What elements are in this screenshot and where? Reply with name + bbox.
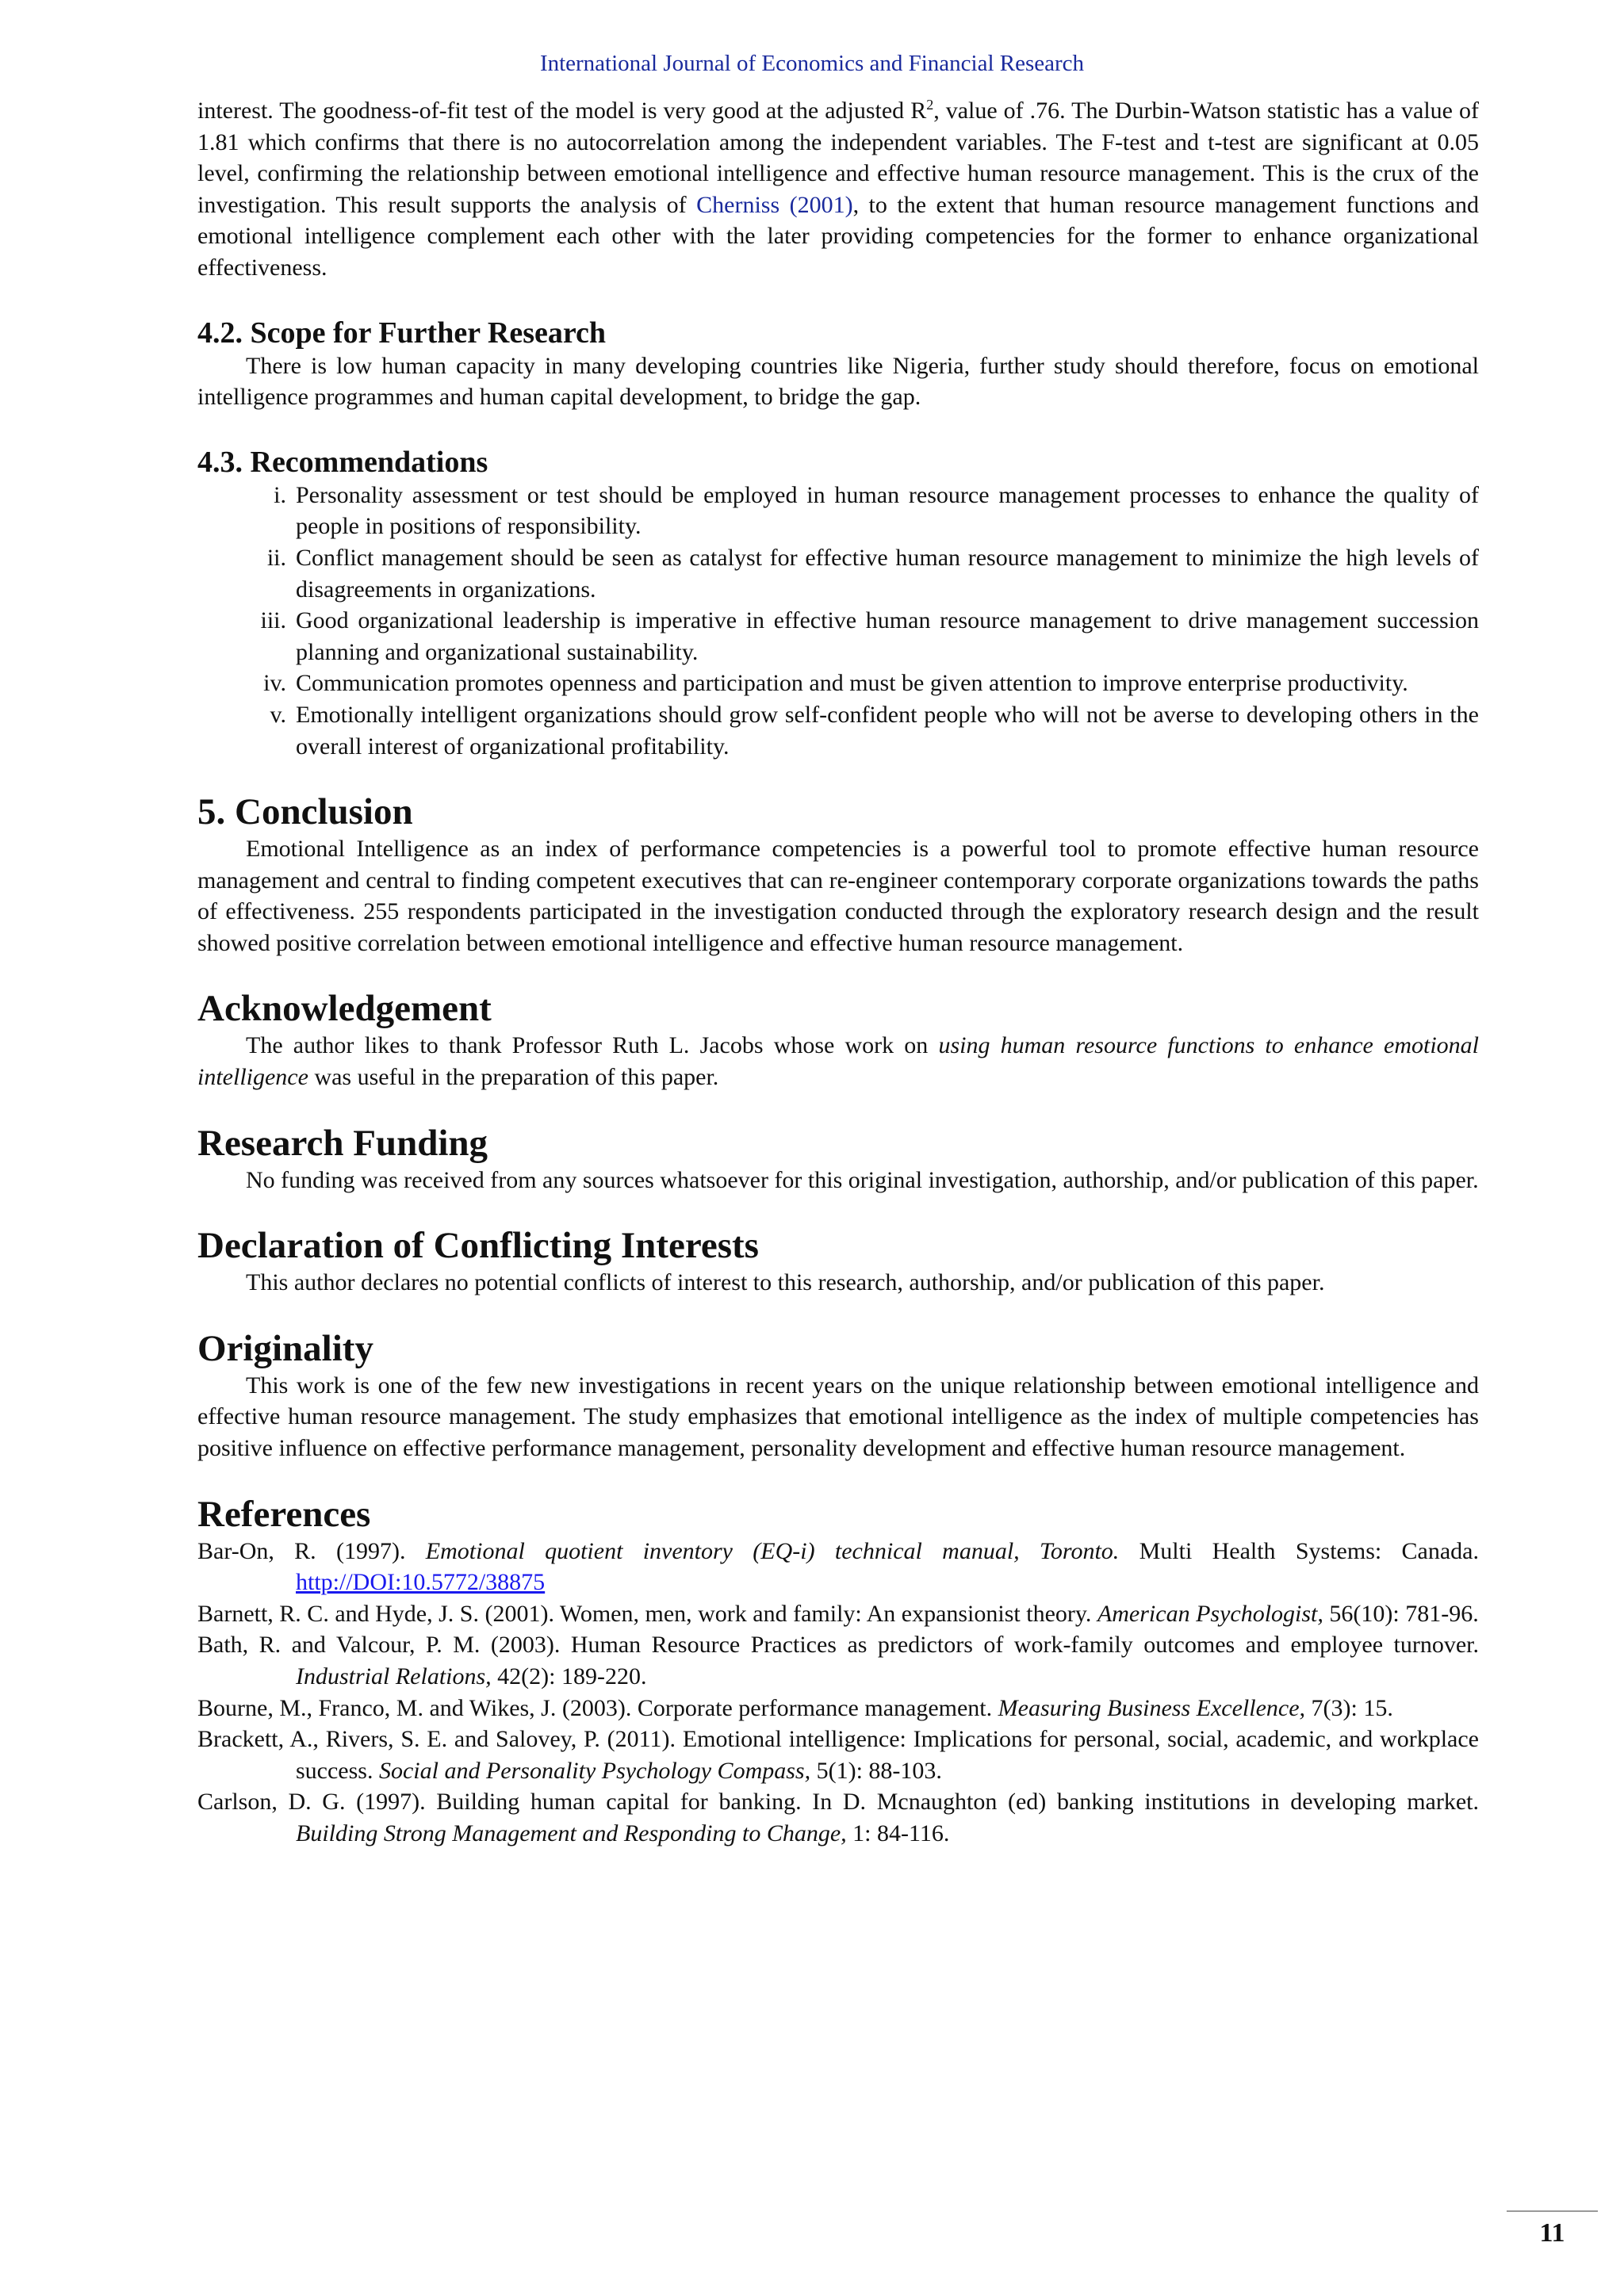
- recommendation-item: [197, 699, 1479, 762]
- reference-entry: [197, 1536, 1479, 1598]
- recommendation-number: iv.: [263, 670, 286, 697]
- recommendations-list: [197, 480, 1479, 762]
- originality-heading: Originality: [197, 1327, 373, 1369]
- content-column: [197, 95, 1479, 1850]
- recommendation-item: [197, 605, 1479, 668]
- citation-cherniss-link[interactable]: Cherniss (2001): [696, 191, 853, 218]
- recommendation-number: ii.: [266, 544, 286, 571]
- reference-entry: [197, 1598, 1479, 1630]
- reference-authors: Bar-On, R. (1997).: [197, 1537, 426, 1564]
- acknowledgement-heading: Acknowledgement: [197, 988, 492, 1030]
- recommendation-text: Communication promotes openness and participation and must be given attention to improve enterprise productivity.: [296, 670, 1408, 697]
- funding-heading: Research Funding: [197, 1122, 488, 1164]
- results-text-1: interest. The goodness-of-fit test of the model is very good at the adjusted R: [197, 98, 927, 124]
- reference-authors: Barnett, R. C. and Hyde, J. S. (2001). Women, men, work and family: An expansionist theory.: [197, 1600, 1097, 1627]
- conflicts-heading: Declaration of Conflicting Interests: [197, 1225, 759, 1267]
- footer-rule: [1507, 2210, 1598, 2212]
- recommendation-text: Personality assessment or test should be employed in human resource management processes to enhance the quality of people in positions of responsibility.: [296, 481, 1479, 540]
- reference-authors: Brackett, A., Rivers, S. E. and Salovey, P. (2011). Emotional intelligence: Implications for personal, social, academic, and workplace success.: [197, 1726, 1479, 1784]
- reference-journal: Social and Personality Psychology Compass,: [378, 1757, 811, 1784]
- reference-details: 42(2): 189-220.: [491, 1663, 647, 1689]
- page-number: 11: [1539, 2218, 1565, 2248]
- recommendation-item: [197, 480, 1479, 542]
- reference-details: 1: 84-116.: [846, 1820, 950, 1846]
- results-text-2: , value of .76. The Durbin-Watson statistic has a value of 1.81 which confirms that there is no autocorrelation among the independent variables. The F-test and t-test are significant at 0.05 level, confirming the relationship between emotional intelligence and effective human resource management. This is the crux of the investigation. This result supports the analysis of: [197, 98, 1479, 218]
- reference-journal: Measuring Business Excellence,: [998, 1694, 1306, 1721]
- scope-paragraph: There is low human capacity in many developing countries like Nigeria, further study should therefore, focus on emotional intelligence programmes and human capital development, to bridge the gap.: [197, 352, 1479, 411]
- reference-title: Emotional quotient inventory (EQ-i) technical manual, Toronto.: [425, 1537, 1120, 1564]
- results-paragraph: [197, 95, 1479, 284]
- reference-details: 5(1): 88-103.: [810, 1757, 942, 1784]
- reference-details: Multi Health Systems: Canada.: [1119, 1537, 1479, 1564]
- reference-journal: American Psychologist,: [1097, 1600, 1323, 1627]
- reference-authors: Carlson, D. G. (1997). Building human capital for banking. In D. Mcnaughton (ed) banking institutions in developing market.: [197, 1789, 1479, 1816]
- reference-doi-link[interactable]: http://DOI:10.5772/38875: [296, 1569, 546, 1596]
- reference-journal: Building Strong Management and Responding to Change,: [296, 1820, 847, 1846]
- recommendation-number: i.: [274, 481, 286, 508]
- acknowledgement-paragraph: [197, 1030, 1479, 1093]
- funding-paragraph: No funding was received from any sources whatsoever for this original investigation, authorship, and/or publication of this paper.: [246, 1166, 1479, 1193]
- reference-authors: Bourne, M., Franco, M. and Wikes, J. (2003). Corporate performance management.: [197, 1694, 998, 1721]
- recommendation-item: [197, 542, 1479, 605]
- references-heading: References: [197, 1493, 371, 1535]
- recommendation-number: v.: [270, 701, 286, 728]
- reference-journal: Industrial Relations,: [296, 1663, 492, 1689]
- reference-entry: [197, 1629, 1479, 1692]
- scope-heading: 4.2. Scope for Further Research: [197, 316, 607, 350]
- reference-entry: [197, 1724, 1479, 1786]
- references-list: [197, 1536, 1479, 1850]
- reference-entry: [197, 1693, 1479, 1724]
- recommendation-text: Emotionally intelligent organizations should grow self-confident people who will not be averse to developing others in the overall interest of organizational profitability.: [296, 701, 1479, 760]
- conclusion-paragraph: Emotional Intelligence as an index of performance competencies is a powerful tool to promote effective human resource management and central to finding competent executives that can re-engineer contemporary corporate organizations towards the paths of effectiveness. 255 respondents participated in the investigation conducted through the exploratory research design and the result showed positive correlation between emotional intelligence and effective human resource management.: [197, 836, 1479, 956]
- acknowledgement-text-1: The author likes to thank Professor Ruth L. Jacobs whose work on: [246, 1032, 939, 1059]
- reference-entry: [197, 1786, 1479, 1849]
- originality-paragraph: This work is one of the few new investigations in recent years on the unique relationship between emotional intelligence and effective human resource management. The study emphasizes that emotional intelligence as the index of multiple competencies has positive influence on effective performance management, personality development and effective human resource management.: [197, 1372, 1479, 1462]
- recommendation-text: Good organizational leadership is imperative in effective human resource management to drive management succession planning and organizational sustainability.: [296, 607, 1479, 665]
- conflicts-paragraph: This author declares no potential conflicts of interest to this research, authorship, and/or publication of this paper.: [246, 1269, 1325, 1296]
- acknowledgement-text-2: was useful in the preparation of this paper.: [308, 1064, 719, 1091]
- conclusion-heading: 5. Conclusion: [197, 791, 413, 833]
- reference-details: 56(10): 781-96.: [1323, 1600, 1479, 1627]
- reference-details: 7(3): 15.: [1305, 1694, 1393, 1721]
- recommendation-item: [197, 668, 1479, 699]
- journal-header: International Journal of Economics and Financial Research: [539, 51, 1085, 76]
- results-text-3: , to the extent that human resource management functions and emotional intelligence complement each other with the later providing competencies for the former to enhance organizational effectiveness.: [197, 191, 1480, 281]
- acknowledgement-italic-title: using human resource functions to enhance emotional intelligence: [197, 1032, 1479, 1091]
- r-squared-superscript: 2: [926, 97, 934, 113]
- reference-authors: Bath, R. and Valcour, P. M. (2003). Human Resource Practices as predictors of work-family outcomes and employee turnover.: [197, 1632, 1479, 1659]
- recommendation-number: iii.: [260, 607, 286, 634]
- recommendation-text: Conflict management should be seen as catalyst for effective human resource management to minimize the high levels of disagreements in organizations.: [296, 544, 1479, 603]
- recommendations-heading: 4.3. Recommendations: [197, 445, 488, 479]
